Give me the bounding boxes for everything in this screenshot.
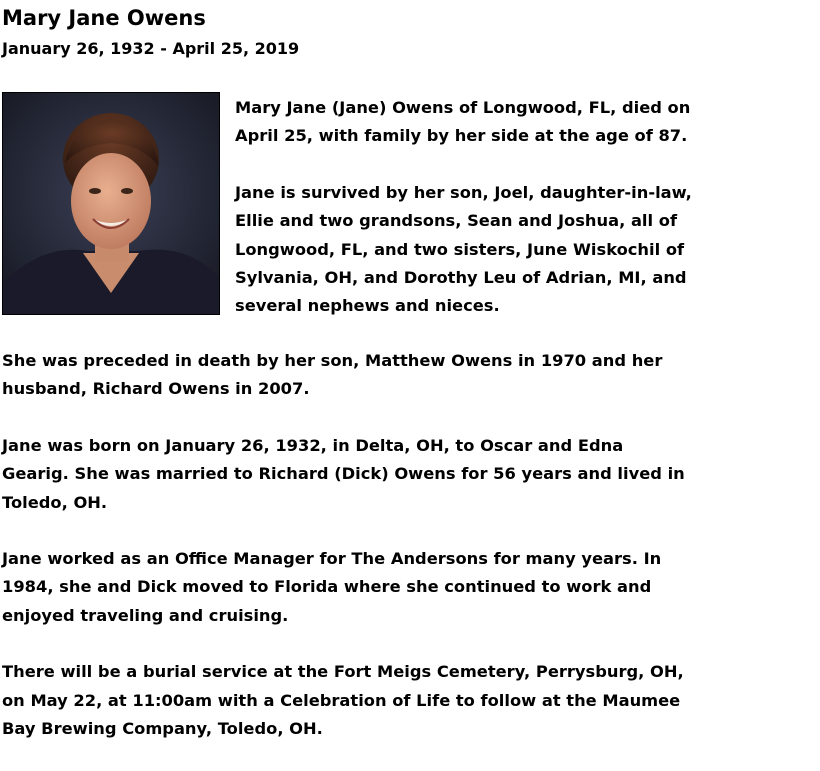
- body-paragraph: [2, 347, 814, 404]
- text-line: 1984, she and Dick moved to Florida where she continued to work and: [2, 577, 652, 597]
- body-paragraph: [2, 545, 814, 630]
- text-line: enjoyed traveling and cruising.: [2, 605, 289, 625]
- text-line: several nephews and nieces.: [235, 296, 500, 316]
- body-text-block: [2, 347, 814, 771]
- text-line: She was preceded in death by her son, Matthew Owens in 1970 and her: [2, 351, 663, 370]
- text-line: Ellie and two grandsons, Sean and Joshua, all of: [235, 211, 678, 231]
- intro-text-block: [235, 94, 795, 349]
- text-line: Mary Jane (Jane) Owens of Longwood, FL, died on: [235, 98, 691, 117]
- text-line: Toledo, OH.: [2, 492, 108, 512]
- obituary-name: Mary Jane Owens: [2, 6, 206, 30]
- text-line: Jane worked as an Office Manager for The Andersons for many years. In: [2, 549, 662, 569]
- text-line: on May 22, at 11:00am with a Celebration of Life to follow at the Maumee: [2, 690, 681, 710]
- intro-paragraph: [235, 179, 795, 321]
- text-line: Sylvania, OH, and Dorothy Leu of Adrian, MI, and: [235, 268, 687, 288]
- portrait-photo: [2, 92, 220, 315]
- text-line: Bay Brewing Company, Toledo, OH.: [2, 719, 323, 739]
- text-line: There will be a burial service at the Fort Meigs Cemetery, Perrysburg, OH,: [2, 662, 684, 682]
- text-line: Jane is survived by her son, Joel, daughter-in-law,: [235, 182, 692, 202]
- text-line: April 25, with family by her side at the age of 87.: [235, 126, 688, 146]
- text-line: Jane was born on January 26, 1932, in Delta, OH, to Oscar and Edna: [2, 435, 624, 455]
- text-line: Longwood, FL, and two sisters, June Wiskochil of: [235, 239, 685, 259]
- body-paragraph: [2, 658, 814, 743]
- intro-paragraph: [235, 94, 795, 151]
- text-line: Gearig. She was married to Richard (Dick) Owens for 56 years and lived in: [2, 464, 685, 484]
- life-dates: January 26, 1932 - April 25, 2019: [2, 39, 300, 58]
- text-line: husband, Richard Owens in 2007.: [2, 379, 310, 399]
- portrait-illustration: [3, 93, 219, 314]
- body-paragraph: [2, 432, 814, 517]
